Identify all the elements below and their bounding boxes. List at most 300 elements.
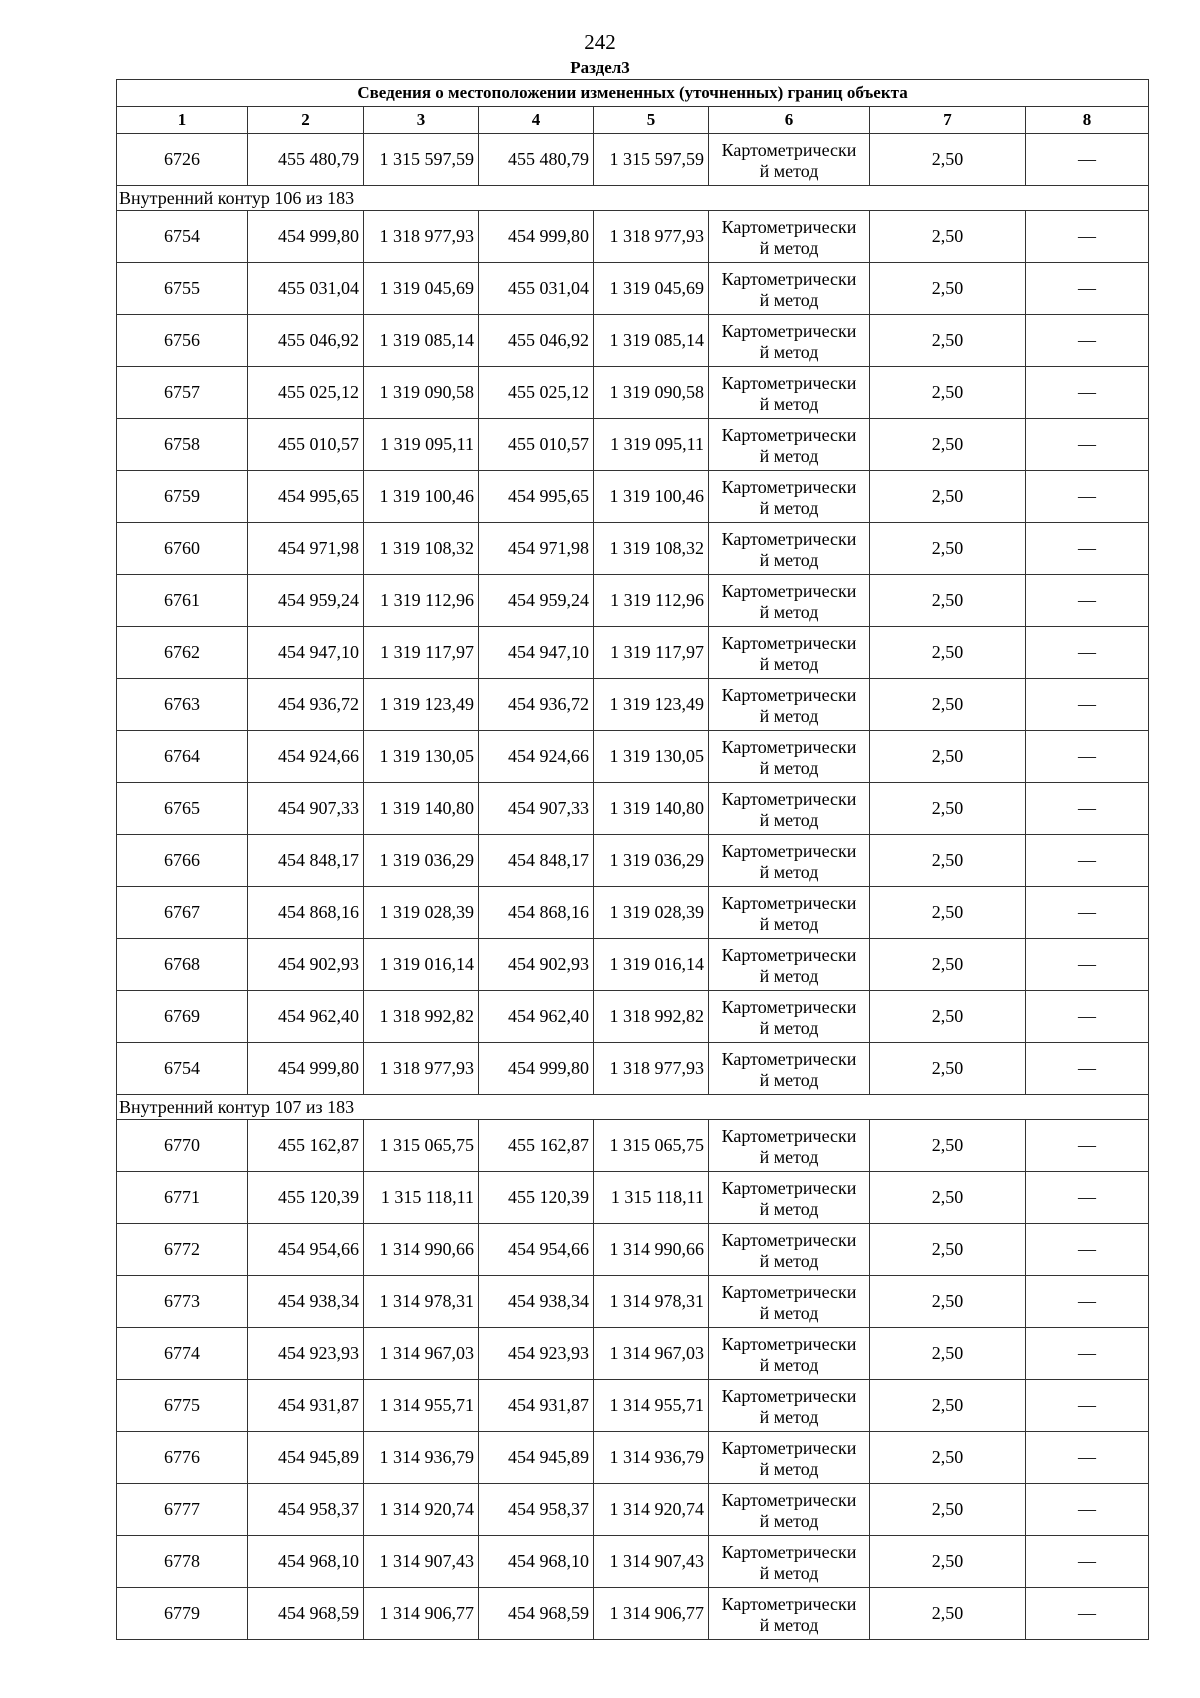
- y-old-cell: 1 319 112,96: [364, 575, 479, 627]
- x-old-cell: 455 120,39: [248, 1172, 364, 1224]
- table-row: [117, 367, 1149, 419]
- point-number-cell: 6759: [117, 471, 248, 523]
- note-cell: [1026, 1588, 1149, 1640]
- y-old-cell: 1 319 045,69: [364, 263, 479, 315]
- point-number-cell: 6776: [117, 1432, 248, 1484]
- y-old-cell: 1 315 065,75: [364, 1120, 479, 1172]
- dash-text: —: [1078, 1447, 1097, 1467]
- method-cell: [709, 1484, 870, 1536]
- method-text: Картометрически й метод: [721, 684, 857, 726]
- x-old-cell: 455 010,57: [248, 419, 364, 471]
- method-cell: [709, 1328, 870, 1380]
- accuracy-cell: 2,50: [870, 1380, 1026, 1432]
- dash-text: —: [1078, 149, 1097, 169]
- y-old-cell: 1 318 977,93: [364, 1043, 479, 1095]
- method-text: Картометрически й метод: [721, 1177, 857, 1219]
- accuracy-cell: 2,50: [870, 731, 1026, 783]
- boundary-coordinates-table: [116, 79, 1149, 1640]
- point-number-cell: 6756: [117, 315, 248, 367]
- table-row: [117, 783, 1149, 835]
- x-old-cell: 454 947,10: [248, 627, 364, 679]
- accuracy-cell: 2,50: [870, 1484, 1026, 1536]
- y-new-cell: 1 315 597,59: [594, 134, 709, 186]
- dash-text: —: [1078, 850, 1097, 870]
- table-row: [117, 471, 1149, 523]
- note-cell: [1026, 1328, 1149, 1380]
- x-new-cell: 454 848,17: [479, 835, 594, 887]
- y-old-cell: 1 315 118,11: [364, 1172, 479, 1224]
- accuracy-cell: 2,50: [870, 1588, 1026, 1640]
- table-row: [117, 1328, 1149, 1380]
- method-text: Картометрически й метод: [721, 944, 857, 986]
- x-new-cell: 454 945,89: [479, 1432, 594, 1484]
- method-cell: [709, 1172, 870, 1224]
- x-old-cell: 454 848,17: [248, 835, 364, 887]
- method-cell: [709, 679, 870, 731]
- accuracy-cell: 2,50: [870, 1536, 1026, 1588]
- column-number-header: 8: [1026, 107, 1149, 134]
- point-number-cell: 6763: [117, 679, 248, 731]
- point-number-cell: 6764: [117, 731, 248, 783]
- accuracy-cell: 2,50: [870, 835, 1026, 887]
- method-text: Картометрически й метод: [721, 268, 857, 310]
- dash-text: —: [1078, 1343, 1097, 1363]
- table-row: [117, 731, 1149, 783]
- x-old-cell: 455 162,87: [248, 1120, 364, 1172]
- column-number-row: [117, 107, 1149, 134]
- method-text: Картометрически й метод: [721, 1333, 857, 1375]
- method-cell: [709, 783, 870, 835]
- point-number-cell: 6778: [117, 1536, 248, 1588]
- note-cell: [1026, 1120, 1149, 1172]
- point-number-cell: 6777: [117, 1484, 248, 1536]
- y-old-cell: 1 318 977,93: [364, 211, 479, 263]
- method-text: Картометрически й метод: [721, 840, 857, 882]
- note-cell: [1026, 575, 1149, 627]
- y-new-cell: 1 318 977,93: [594, 1043, 709, 1095]
- method-text: Картометрически й метод: [721, 476, 857, 518]
- note-cell: [1026, 1043, 1149, 1095]
- table-row: [117, 1120, 1149, 1172]
- y-old-cell: 1 314 907,43: [364, 1536, 479, 1588]
- point-number-cell: 6757: [117, 367, 248, 419]
- x-new-cell: 454 868,16: [479, 887, 594, 939]
- x-new-cell: 454 968,59: [479, 1588, 594, 1640]
- method-text: Картометрически й метод: [721, 632, 857, 674]
- table-row: [117, 835, 1149, 887]
- point-number-cell: 6771: [117, 1172, 248, 1224]
- x-old-cell: 454 999,80: [248, 1043, 364, 1095]
- point-number-cell: 6766: [117, 835, 248, 887]
- point-number-cell: 6758: [117, 419, 248, 471]
- note-cell: [1026, 1432, 1149, 1484]
- method-cell: [709, 835, 870, 887]
- y-new-cell: 1 315 065,75: [594, 1120, 709, 1172]
- y-old-cell: 1 319 085,14: [364, 315, 479, 367]
- dash-text: —: [1078, 382, 1097, 402]
- table-row: [117, 263, 1149, 315]
- x-old-cell: 454 945,89: [248, 1432, 364, 1484]
- note-cell: [1026, 627, 1149, 679]
- method-text: Картометрически й метод: [721, 1125, 857, 1167]
- x-old-cell: 455 025,12: [248, 367, 364, 419]
- table-row: [117, 1276, 1149, 1328]
- dash-text: —: [1078, 590, 1097, 610]
- method-cell: [709, 1432, 870, 1484]
- point-number-cell: 6768: [117, 939, 248, 991]
- x-new-cell: 455 162,87: [479, 1120, 594, 1172]
- column-number-header: 1: [117, 107, 248, 134]
- method-cell: [709, 1120, 870, 1172]
- y-new-cell: 1 319 085,14: [594, 315, 709, 367]
- y-new-cell: 1 315 118,11: [594, 1172, 709, 1224]
- x-old-cell: 454 968,59: [248, 1588, 364, 1640]
- x-old-cell: 454 902,93: [248, 939, 364, 991]
- y-old-cell: 1 319 130,05: [364, 731, 479, 783]
- y-old-cell: 1 319 100,46: [364, 471, 479, 523]
- y-new-cell: 1 319 036,29: [594, 835, 709, 887]
- method-text: Картометрически й метод: [721, 320, 857, 362]
- method-cell: [709, 134, 870, 186]
- y-old-cell: 1 319 036,29: [364, 835, 479, 887]
- table-row: [117, 887, 1149, 939]
- dash-text: —: [1078, 902, 1097, 922]
- table-row: [117, 523, 1149, 575]
- dash-text: —: [1078, 1239, 1097, 1259]
- y-new-cell: 1 318 977,93: [594, 211, 709, 263]
- x-new-cell: 454 931,87: [479, 1380, 594, 1432]
- point-number-cell: 6760: [117, 523, 248, 575]
- x-old-cell: 454 968,10: [248, 1536, 364, 1588]
- table-row: [117, 1484, 1149, 1536]
- accuracy-cell: 2,50: [870, 1120, 1026, 1172]
- method-text: Картометрически й метод: [721, 372, 857, 414]
- note-cell: [1026, 367, 1149, 419]
- y-old-cell: 1 314 955,71: [364, 1380, 479, 1432]
- x-new-cell: 455 120,39: [479, 1172, 594, 1224]
- note-cell: [1026, 835, 1149, 887]
- y-new-cell: 1 319 123,49: [594, 679, 709, 731]
- x-new-cell: 455 010,57: [479, 419, 594, 471]
- dash-text: —: [1078, 954, 1097, 974]
- contour-header-row: [117, 1095, 1149, 1120]
- table-row: [117, 939, 1149, 991]
- y-old-cell: 1 314 967,03: [364, 1328, 479, 1380]
- method-cell: [709, 1043, 870, 1095]
- method-cell: [709, 263, 870, 315]
- point-number-cell: 6754: [117, 211, 248, 263]
- method-cell: [709, 575, 870, 627]
- method-cell: [709, 523, 870, 575]
- dash-text: —: [1078, 278, 1097, 298]
- x-new-cell: 454 907,33: [479, 783, 594, 835]
- accuracy-cell: 2,50: [870, 991, 1026, 1043]
- table-row: [117, 1432, 1149, 1484]
- x-old-cell: 454 936,72: [248, 679, 364, 731]
- method-text: Картометрически й метод: [721, 1541, 857, 1583]
- dash-text: —: [1078, 1187, 1097, 1207]
- x-new-cell: 454 968,10: [479, 1536, 594, 1588]
- x-new-cell: 454 954,66: [479, 1224, 594, 1276]
- method-cell: [709, 731, 870, 783]
- method-cell: [709, 627, 870, 679]
- table-row: [117, 419, 1149, 471]
- method-text: Картометрически й метод: [721, 139, 857, 181]
- x-old-cell: 454 962,40: [248, 991, 364, 1043]
- y-new-cell: 1 319 045,69: [594, 263, 709, 315]
- x-new-cell: 454 959,24: [479, 575, 594, 627]
- dash-text: —: [1078, 226, 1097, 246]
- contour-label: Внутренний контур 106 из 183: [117, 186, 1149, 211]
- method-text: Картометрически й метод: [721, 736, 857, 778]
- method-cell: [709, 1276, 870, 1328]
- y-new-cell: 1 319 100,46: [594, 471, 709, 523]
- method-cell: [709, 211, 870, 263]
- point-number-cell: 6754: [117, 1043, 248, 1095]
- method-cell: [709, 991, 870, 1043]
- method-text: Картометрически й метод: [721, 424, 857, 466]
- note-cell: [1026, 731, 1149, 783]
- note-cell: [1026, 523, 1149, 575]
- y-new-cell: 1 314 936,79: [594, 1432, 709, 1484]
- table-row: [117, 1172, 1149, 1224]
- method-cell: [709, 1224, 870, 1276]
- y-new-cell: 1 314 967,03: [594, 1328, 709, 1380]
- table-row: [117, 575, 1149, 627]
- method-cell: [709, 367, 870, 419]
- table-row: [117, 1588, 1149, 1640]
- table-row: [117, 315, 1149, 367]
- table-row: [117, 627, 1149, 679]
- method-text: Картометрически й метод: [721, 1229, 857, 1271]
- y-new-cell: 1 319 108,32: [594, 523, 709, 575]
- accuracy-cell: 2,50: [870, 523, 1026, 575]
- dash-text: —: [1078, 1551, 1097, 1571]
- y-new-cell: 1 319 140,80: [594, 783, 709, 835]
- x-new-cell: 454 962,40: [479, 991, 594, 1043]
- x-old-cell: 454 931,87: [248, 1380, 364, 1432]
- accuracy-cell: 2,50: [870, 1043, 1026, 1095]
- table-row: [117, 991, 1149, 1043]
- y-new-cell: 1 319 112,96: [594, 575, 709, 627]
- x-new-cell: 454 999,80: [479, 211, 594, 263]
- accuracy-cell: 2,50: [870, 419, 1026, 471]
- dash-text: —: [1078, 1499, 1097, 1519]
- y-new-cell: 1 319 028,39: [594, 887, 709, 939]
- accuracy-cell: 2,50: [870, 1172, 1026, 1224]
- method-text: Картометрически й метод: [721, 1437, 857, 1479]
- note-cell: [1026, 1484, 1149, 1536]
- point-number-cell: 6770: [117, 1120, 248, 1172]
- note-cell: [1026, 939, 1149, 991]
- method-text: Картометрически й метод: [721, 1489, 857, 1531]
- y-new-cell: 1 319 090,58: [594, 367, 709, 419]
- method-text: Картометрически й метод: [721, 1593, 857, 1635]
- y-old-cell: 1 314 906,77: [364, 1588, 479, 1640]
- accuracy-cell: 2,50: [870, 134, 1026, 186]
- point-number-cell: 6779: [117, 1588, 248, 1640]
- y-old-cell: 1 319 028,39: [364, 887, 479, 939]
- table-row: [117, 134, 1149, 186]
- page-number: 242: [584, 30, 616, 54]
- point-number-cell: 6765: [117, 783, 248, 835]
- column-number-header: 5: [594, 107, 709, 134]
- contour-label: Внутренний контур 107 из 183: [117, 1095, 1149, 1120]
- point-number-cell: 6767: [117, 887, 248, 939]
- dash-text: —: [1078, 694, 1097, 714]
- point-number-cell: 6726: [117, 134, 248, 186]
- note-cell: [1026, 211, 1149, 263]
- x-old-cell: 454 907,33: [248, 783, 364, 835]
- accuracy-cell: 2,50: [870, 211, 1026, 263]
- method-text: Картометрически й метод: [721, 788, 857, 830]
- dash-text: —: [1078, 1006, 1097, 1026]
- method-text: Картометрически й метод: [721, 216, 857, 258]
- accuracy-cell: 2,50: [870, 367, 1026, 419]
- note-cell: [1026, 887, 1149, 939]
- accuracy-cell: 2,50: [870, 315, 1026, 367]
- table-row: [117, 1043, 1149, 1095]
- column-number-header: 2: [248, 107, 364, 134]
- table-row: [117, 211, 1149, 263]
- table-row: [117, 1380, 1149, 1432]
- x-new-cell: 455 025,12: [479, 367, 594, 419]
- accuracy-cell: 2,50: [870, 263, 1026, 315]
- note-cell: [1026, 1172, 1149, 1224]
- x-new-cell: 454 947,10: [479, 627, 594, 679]
- column-number-header: 7: [870, 107, 1026, 134]
- dash-text: —: [1078, 486, 1097, 506]
- section-title: Раздел3: [570, 58, 630, 77]
- accuracy-cell: 2,50: [870, 627, 1026, 679]
- y-new-cell: 1 314 920,74: [594, 1484, 709, 1536]
- method-cell: [709, 887, 870, 939]
- x-new-cell: 455 046,92: [479, 315, 594, 367]
- method-cell: [709, 939, 870, 991]
- method-cell: [709, 1380, 870, 1432]
- method-cell: [709, 419, 870, 471]
- y-new-cell: 1 314 978,31: [594, 1276, 709, 1328]
- y-new-cell: 1 314 990,66: [594, 1224, 709, 1276]
- dash-text: —: [1078, 1395, 1097, 1415]
- y-new-cell: 1 319 095,11: [594, 419, 709, 471]
- accuracy-cell: 2,50: [870, 1328, 1026, 1380]
- method-cell: [709, 1588, 870, 1640]
- note-cell: [1026, 419, 1149, 471]
- x-old-cell: 455 046,92: [248, 315, 364, 367]
- y-old-cell: 1 314 920,74: [364, 1484, 479, 1536]
- x-new-cell: 454 923,93: [479, 1328, 594, 1380]
- x-new-cell: 454 971,98: [479, 523, 594, 575]
- accuracy-cell: 2,50: [870, 1432, 1026, 1484]
- dash-text: —: [1078, 1135, 1097, 1155]
- accuracy-cell: 2,50: [870, 783, 1026, 835]
- column-number-header: 4: [479, 107, 594, 134]
- dash-text: —: [1078, 746, 1097, 766]
- x-new-cell: 454 902,93: [479, 939, 594, 991]
- y-old-cell: 1 314 936,79: [364, 1432, 479, 1484]
- accuracy-cell: 2,50: [870, 1276, 1026, 1328]
- point-number-cell: 6775: [117, 1380, 248, 1432]
- dash-text: —: [1078, 434, 1097, 454]
- note-cell: [1026, 471, 1149, 523]
- dash-text: —: [1078, 330, 1097, 350]
- x-old-cell: 455 031,04: [248, 263, 364, 315]
- x-new-cell: 454 936,72: [479, 679, 594, 731]
- note-cell: [1026, 315, 1149, 367]
- x-old-cell: 454 995,65: [248, 471, 364, 523]
- point-number-cell: 6772: [117, 1224, 248, 1276]
- y-old-cell: 1 318 992,82: [364, 991, 479, 1043]
- table-body: [117, 134, 1149, 1640]
- point-number-cell: 6761: [117, 575, 248, 627]
- point-number-cell: 6769: [117, 991, 248, 1043]
- dash-text: —: [1078, 798, 1097, 818]
- y-new-cell: 1 319 016,14: [594, 939, 709, 991]
- method-cell: [709, 1536, 870, 1588]
- point-number-cell: 6774: [117, 1328, 248, 1380]
- x-old-cell: 454 924,66: [248, 731, 364, 783]
- y-new-cell: 1 319 130,05: [594, 731, 709, 783]
- x-old-cell: 454 923,93: [248, 1328, 364, 1380]
- x-new-cell: 455 031,04: [479, 263, 594, 315]
- accuracy-cell: 2,50: [870, 1224, 1026, 1276]
- x-new-cell: 454 924,66: [479, 731, 594, 783]
- y-old-cell: 1 319 108,32: [364, 523, 479, 575]
- note-cell: [1026, 783, 1149, 835]
- x-old-cell: 454 959,24: [248, 575, 364, 627]
- contour-header-row: [117, 186, 1149, 211]
- column-number-header: 3: [364, 107, 479, 134]
- accuracy-cell: 2,50: [870, 575, 1026, 627]
- y-old-cell: 1 314 978,31: [364, 1276, 479, 1328]
- x-old-cell: 454 954,66: [248, 1224, 364, 1276]
- method-text: Картометрически й метод: [721, 996, 857, 1038]
- x-new-cell: 454 999,80: [479, 1043, 594, 1095]
- y-new-cell: 1 314 907,43: [594, 1536, 709, 1588]
- y-old-cell: 1 319 123,49: [364, 679, 479, 731]
- x-old-cell: 455 480,79: [248, 134, 364, 186]
- accuracy-cell: 2,50: [870, 939, 1026, 991]
- method-cell: [709, 315, 870, 367]
- x-old-cell: 454 999,80: [248, 211, 364, 263]
- y-old-cell: 1 319 095,11: [364, 419, 479, 471]
- y-new-cell: 1 314 955,71: [594, 1380, 709, 1432]
- table-row: [117, 679, 1149, 731]
- x-old-cell: 454 958,37: [248, 1484, 364, 1536]
- note-cell: [1026, 134, 1149, 186]
- x-new-cell: 454 958,37: [479, 1484, 594, 1536]
- method-text: Картометрически й метод: [721, 1048, 857, 1090]
- note-cell: [1026, 679, 1149, 731]
- x-old-cell: 454 868,16: [248, 887, 364, 939]
- column-number-header: 6: [709, 107, 870, 134]
- table-row: [117, 1224, 1149, 1276]
- note-cell: [1026, 991, 1149, 1043]
- accuracy-cell: 2,50: [870, 471, 1026, 523]
- table-row: [117, 1536, 1149, 1588]
- point-number-cell: 6773: [117, 1276, 248, 1328]
- method-text: Картометрически й метод: [721, 528, 857, 570]
- x-old-cell: 454 938,34: [248, 1276, 364, 1328]
- accuracy-cell: 2,50: [870, 887, 1026, 939]
- method-cell: [709, 471, 870, 523]
- dash-text: —: [1078, 1291, 1097, 1311]
- y-new-cell: 1 318 992,82: [594, 991, 709, 1043]
- y-new-cell: 1 314 906,77: [594, 1588, 709, 1640]
- note-cell: [1026, 1380, 1149, 1432]
- point-number-cell: 6755: [117, 263, 248, 315]
